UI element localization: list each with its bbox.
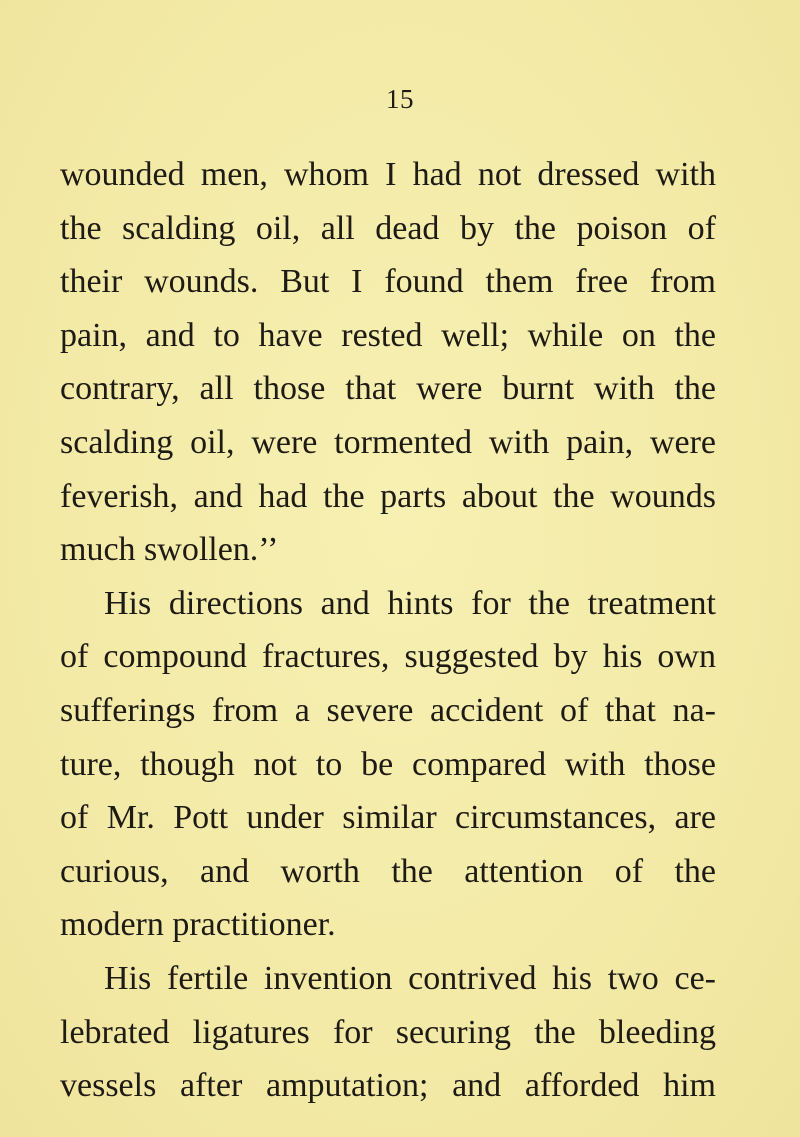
paragraph-start-line: His fertile invention contrived his two ce- [104,959,716,997]
text-line: feverish, and had the parts about the wounds [60,477,716,515]
text-line: wounded men, whom I had not dressed with [60,156,716,193]
text-line: pain, and to have rested well; while on the [60,316,716,354]
text-line: the scalding oil, all dead by the poison of [60,209,716,247]
text-line: much swollen.’’ [60,531,279,569]
paragraph-start-line: His directions and hints for the treatment [104,584,716,622]
text-line: vessels after amputation; and afforded him [60,1067,716,1105]
text-line: modern practitioner. [60,906,336,944]
page-number: 15 [386,84,414,114]
text-line: curious, and worth the attention of the [60,852,716,890]
text-line: lebrated ligatures for securing the bleeding [60,1013,716,1051]
text-line: of Mr. Pott under similar circumstances, are [60,799,716,837]
text-line: scalding oil, were tormented with pain, were [60,423,716,461]
text-line: of compound fractures, suggested by his own [60,638,716,676]
text-line: ture, though not to be compared with those [60,745,716,783]
text-line: sufferings from a severe accident of that na- [60,691,716,729]
text-line: contrary, all those that were burnt with the [60,370,716,408]
body-text [60,148,716,1113]
text-line: their wounds. But I found them free from [60,263,716,301]
